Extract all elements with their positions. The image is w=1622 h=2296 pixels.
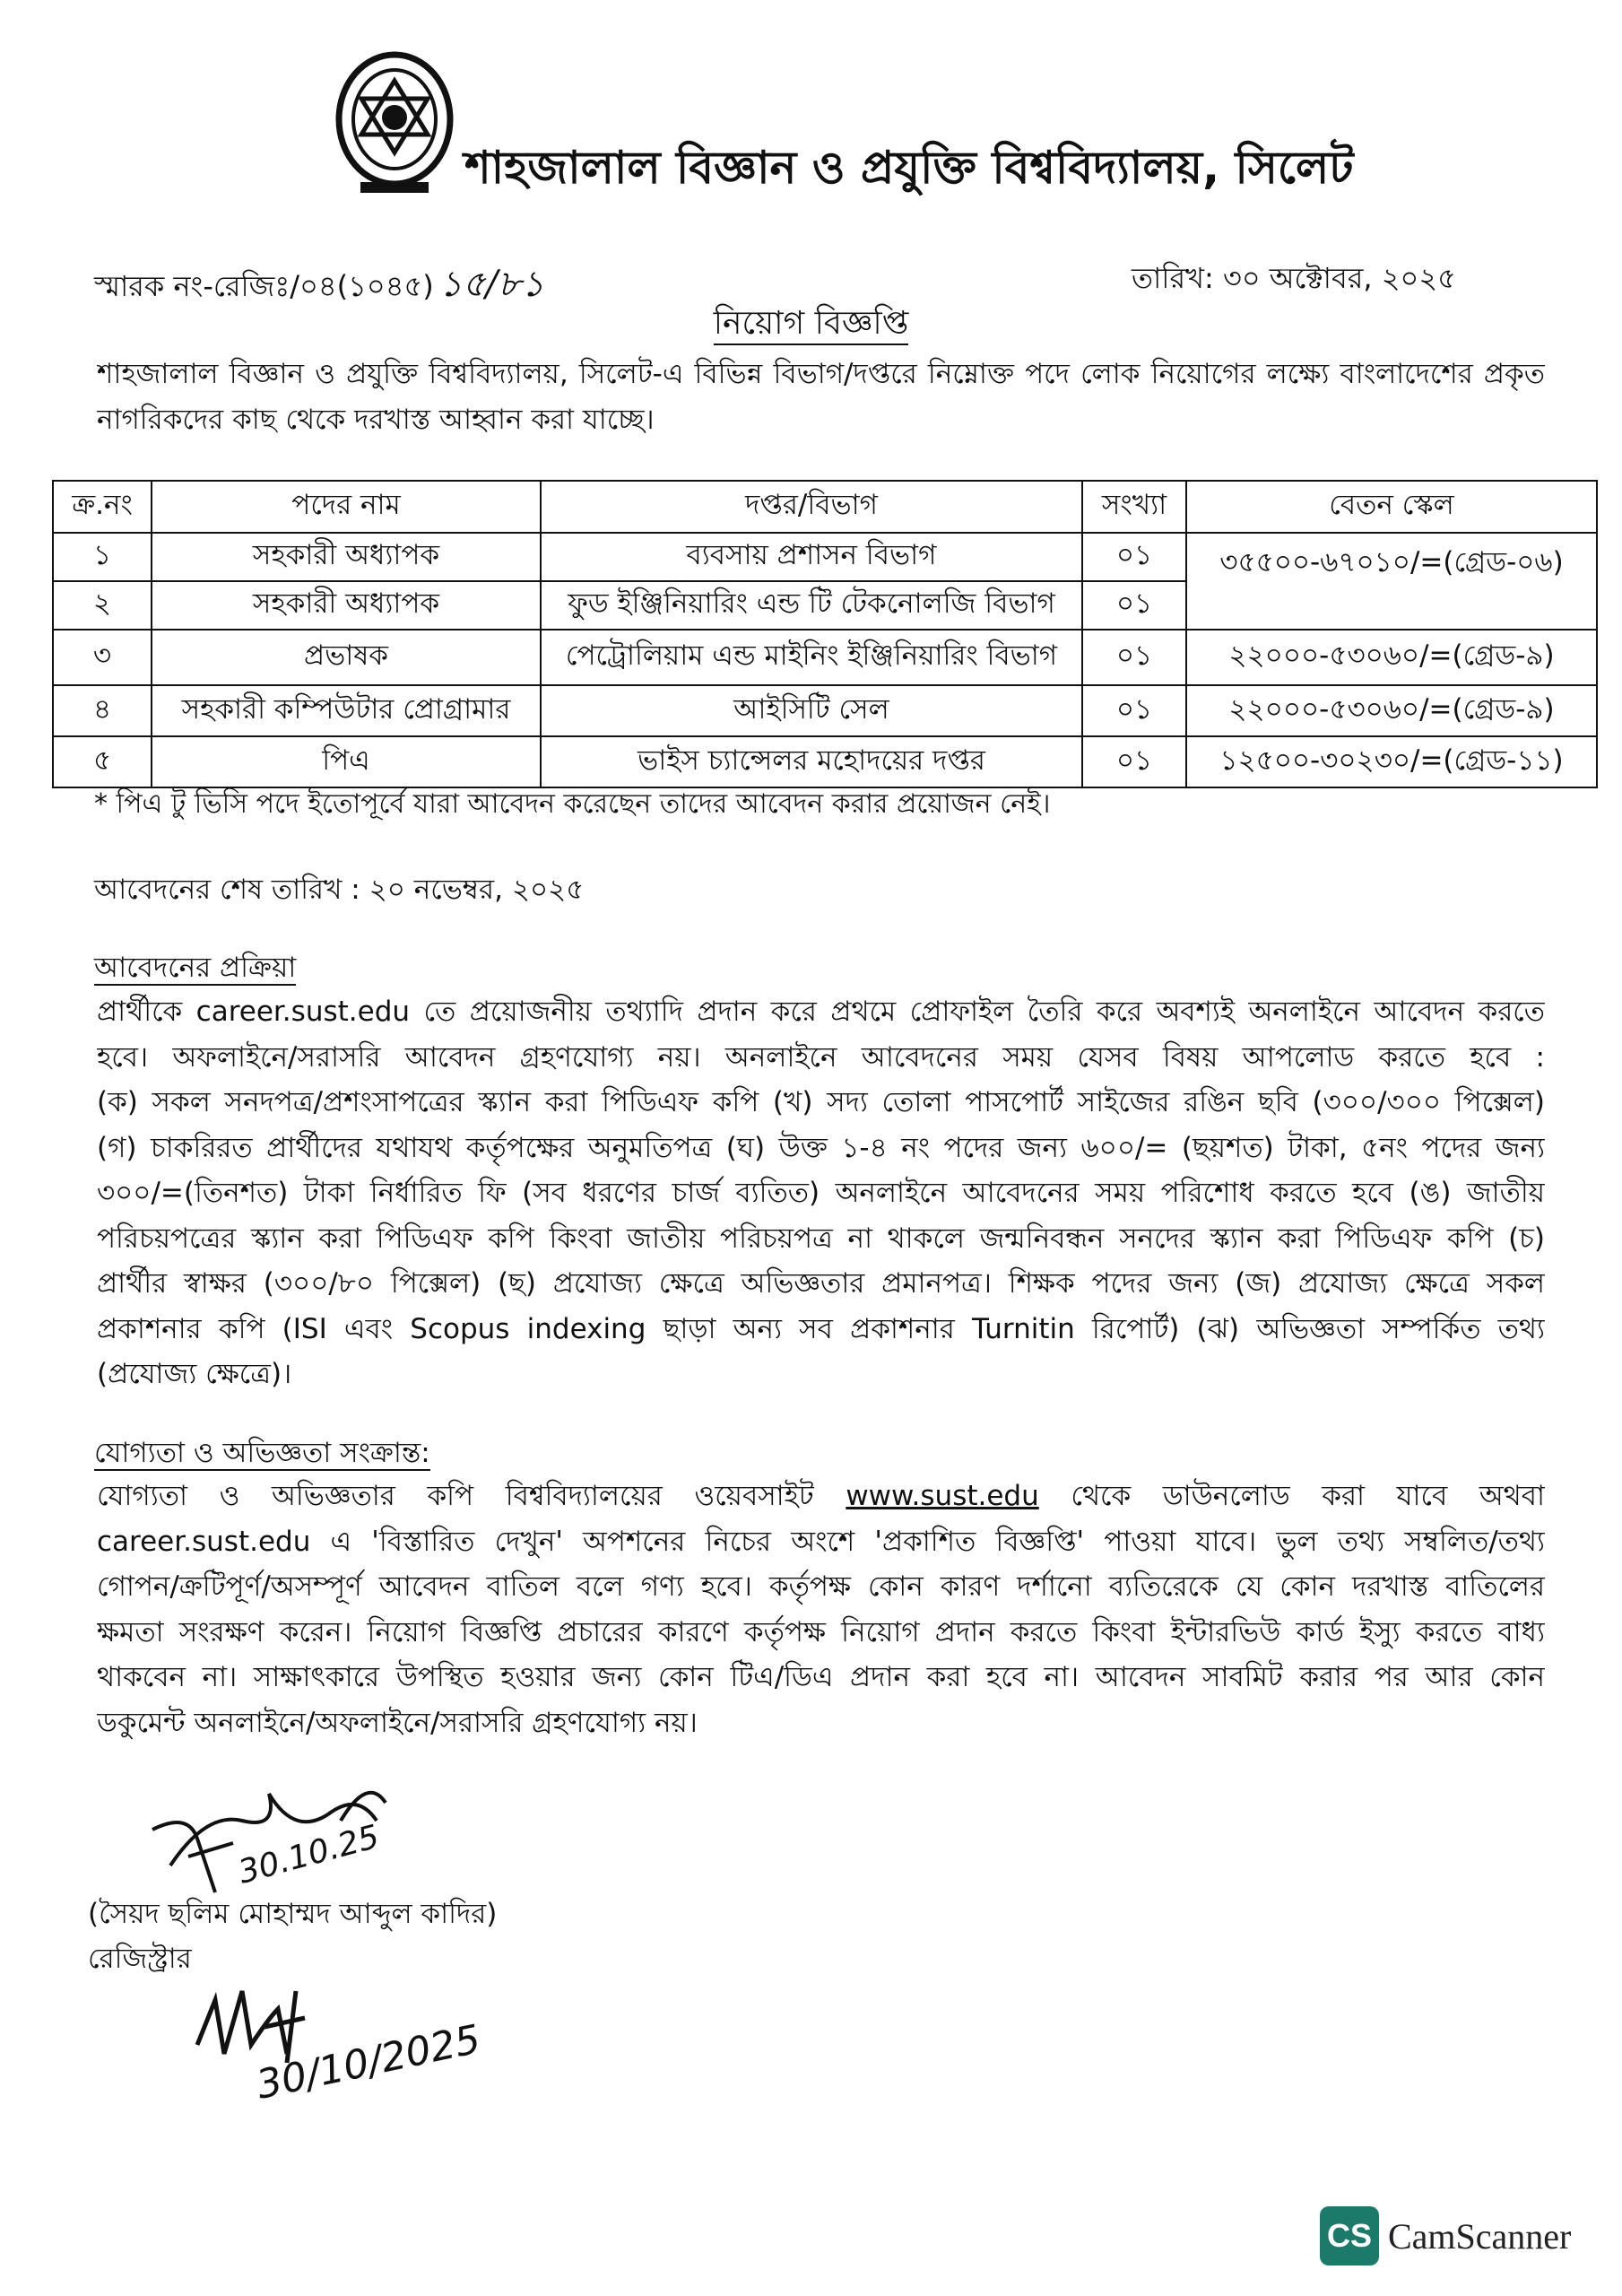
intro-line: নাগরিকদের কাছ থেকে দরখাস্ত আহ্বান করা যাচ্ছে। — [97, 403, 655, 436]
registrar-designation: রেজিস্ট্রার — [88, 1943, 192, 1975]
cell-scale: ১২৫০০-৩০২৩০/=(গ্রেড-১১) — [1186, 736, 1597, 787]
cell-count: ০১ — [1082, 533, 1186, 581]
issue-date: তারিখ: ৩০ অক্টোবর, ২০২৫ — [1132, 261, 1456, 295]
svg-text:30.10.25: 30.10.25 — [234, 1818, 384, 1892]
table-row — [53, 630, 1597, 685]
intro-line: শাহজালাল বিজ্ঞান ও প্রযুক্তি বিশ্ববিদ্যালয়, সিলেট-এ বিভিন্ন বিভাগ/দপ্তরে নিম্নোক্ত পদে লোক নিয়োগের লক্ষ্যে বাংলাদেশের প্রকৃত — [97, 358, 1545, 390]
camscanner-label: CamScanner — [1388, 2215, 1572, 2257]
notice-title-text: নিয়োগ বিজ্ঞপ্তি — [714, 305, 909, 345]
procedure-line: (ক) সকল সনদপত্র/প্রশংসাপত্রের স্ক্যান করা পিডিএফ কপি (খ) সদ্য তোলা পাসপোর্ট সাইজের রঙিন ছবি (৩০০/৩০০ পিক্সেল) — [97, 1086, 1545, 1118]
cell-post: সহকারী অধ্যাপক — [152, 581, 541, 630]
cell-count: ০১ — [1082, 685, 1186, 736]
memo-text: স্মারক নং-রেজিঃ/০৪(১০৪৫) — [94, 269, 434, 303]
cell-dept: ভাইস চ্যান্সেলর মহোদয়ের দপ্তর — [541, 736, 1082, 787]
qualification-line: থাকবেন না। সাক্ষাৎকারে উপস্থিত হওয়ার জন্য কোন টিএ/ডিএ প্রদান করা হবে না। আবেদন সাবমিট করার পর আর কোন — [97, 1661, 1545, 1693]
cell-scale: ২২০০০-৫৩০৬০/=(গ্রেড-৯) — [1186, 630, 1597, 685]
cell-post: প্রভাষক — [152, 630, 541, 685]
procedure-heading-text: আবেদনের প্রক্রিয়া — [94, 952, 297, 984]
procedure-line: (প্রযোজ্য ক্ষেত্রে)। — [97, 1358, 292, 1390]
website-link[interactable]: www.sust.edu — [846, 1480, 1039, 1512]
cell-post: সহকারী কম্পিউটার প্রোগ্রামার — [152, 685, 541, 736]
cell-post: সহকারী অধ্যাপক — [152, 533, 541, 581]
col-header-dept: দপ্তর/বিভাগ — [541, 481, 1082, 533]
cell-count: ০১ — [1082, 630, 1186, 685]
cell-scale: ৩৫৫০০-৬৭০১০/=(গ্রেড-০৬) — [1186, 533, 1597, 630]
procedure-line: পরিচয়পত্রের স্ক্যান করা পিডিএফ কপি কিংবা জাতীয় পরিচয়পত্র না থাকলে জন্মনিবন্ধন সনদের স্ক্যান করা পিডিএফ কপি (চ) — [97, 1222, 1545, 1255]
university-logo — [334, 49, 455, 197]
notice-title — [0, 299, 1622, 352]
table-row — [53, 685, 1597, 736]
camscanner-watermark — [1320, 2205, 1571, 2267]
cell-dept: ফুড ইঞ্জিনিয়ারিং এন্ড টি টেকনোলজি বিভাগ — [541, 581, 1082, 630]
cell-sl: ৪ — [53, 685, 152, 736]
procedure-line: (গ) চাকরিরত প্রার্থীদের যথাযথ কর্তৃপক্ষের অনুমতিপত্র (ঘ) উক্ত ১-৪ নং পদের জন্য ৬০০/= (ছয়শত) টাকা, ৫নং পদের জন্য — [97, 1131, 1545, 1164]
table-row — [53, 533, 1597, 581]
procedure-line: প্রকাশনার কপি (ISI এবং Scopus indexing ছাড়া অন্য সব প্রকাশনার Turnitin রিপোর্ট) (ঝ) অভিজ্ঞতা সম্পর্কিত তথ্য — [97, 1312, 1545, 1345]
intro-paragraph — [97, 352, 1545, 442]
initial-signature — [179, 1964, 520, 2117]
registrar-name: (সৈয়দ ছলিম মোহাম্মদ আব্দুল কাদির) — [88, 1898, 498, 1930]
vacancy-table — [52, 480, 1598, 788]
procedure-line: হবে। অফলাইনে/সরাসরি আবেদন গ্রহণযোগ্য নয়। অনলাইনে আবেদনের সময় যেসব বিষয় আপলোড করতে হবে : — [97, 1040, 1545, 1074]
qualification-text: যোগ্যতা ও অভিজ্ঞতার কপি বিশ্ববিদ্যালয়ের ওয়েবসাইট — [97, 1480, 814, 1512]
memo-handwritten: ১৫/৮১ — [438, 264, 545, 305]
table-header-row — [53, 481, 1597, 533]
qualification-paragraph — [97, 1474, 1545, 1745]
cell-count: ০১ — [1082, 736, 1186, 787]
application-deadline: আবেদনের শেষ তারিখ : ২০ নভেম্বর, ২০২৫ — [94, 874, 585, 906]
qualification-heading-text: যোগ্যতা ও অভিজ্ঞতা সংক্রান্ত: — [94, 1437, 430, 1469]
procedure-heading — [94, 946, 296, 993]
table-footnote: * পিএ টু ভিসি পদে ইতোপূর্বে যারা আবেদন করেছেন তাদের আবেদন করার প্রয়োজন নেই। — [94, 788, 1051, 820]
cell-scale: ২২০০০-৫৩০৬০/=(গ্রেড-৯) — [1186, 685, 1597, 736]
qualification-line: গোপন/ক্রটিপূর্ণ/অসম্পূর্ণ আবেদন বাতিল বলে গণ্য হবে। কর্তৃপক্ষ কোন কারণ দর্শানো ব্যতিরেকে যে কোন দরখাস্ত বাতিলের — [97, 1570, 1545, 1603]
table-row — [53, 736, 1597, 787]
cell-dept: ব্যবসায় প্রশাসন বিভাগ — [541, 533, 1082, 581]
cell-sl: ২ — [53, 581, 152, 630]
cell-sl: ১ — [53, 533, 152, 581]
col-header-count: সংখ্যা — [1082, 481, 1186, 533]
qualification-line: ডকুমেন্ট অনলাইনে/অফলাইনে/সরাসরি গ্রহণযোগ্য নয়। — [97, 1706, 698, 1739]
qualification-line — [97, 1474, 1545, 1519]
col-header-post: পদের নাম — [152, 481, 541, 533]
col-header-sl: ক্র.নং — [53, 481, 152, 533]
procedure-paragraph — [97, 989, 1545, 1397]
procedure-line: প্রার্থীকে career.sust.edu তে প্রয়োজনীয় তথ্যাদি প্রদান করে প্রথমে প্রোফাইল তৈরি করে অবশ্যই অনলাইনে আবেদন করতে — [97, 996, 1545, 1028]
cell-count: ০১ — [1082, 581, 1186, 630]
cell-post: পিএ — [152, 736, 541, 787]
qualification-heading — [94, 1431, 430, 1478]
col-header-scale: বেতন স্কেল — [1186, 481, 1597, 533]
university-name: শাহজালাল বিজ্ঞান ও প্রযুক্তি বিশ্ববিদ্যালয়, সিলেট — [464, 142, 1354, 194]
qualification-text: থেকে ডাউনলোড করা যাবে অথবা — [1071, 1480, 1545, 1512]
cell-sl: ৩ — [53, 630, 152, 685]
svg-text:30/10/2025: 30/10/2025 — [252, 2016, 485, 2109]
procedure-line: ৩০০/=(তিনশত) টাকা নির্ধারিত ফি (সব ধরণের চার্জ ব্যতিত) অনলাইনে আবেদনের সময় পরিশোধ করতে হবে (ঙ) জাতীয় — [97, 1177, 1545, 1209]
qualification-line: career.sust.edu এ 'বিস্তারিত দেখুন' অপশনের নিচের অংশে 'প্রকাশিত বিজ্ঞপ্তি' পাওয়া যাবে। ভুল তথ্য সম্বলিত/তথ্য — [97, 1525, 1545, 1558]
cell-dept: আইসিটি সেল — [541, 685, 1082, 736]
qualification-line: ক্ষমতা সংরক্ষণ করেন। নিয়োগ বিজ্ঞপ্তি প্রচারের কারণে কর্তৃপক্ষ নিয়োগ প্রদান করতে কিংবা ইন্টারভিউ কার্ড ইস্যু করতে বাধ্য — [97, 1615, 1545, 1648]
cell-sl: ৫ — [53, 736, 152, 787]
procedure-line: প্রার্থীর স্বাক্ষর (৩০০/৮০ পিক্সেল) (ছ) প্রযোজ্য ক্ষেত্রে অভিজ্ঞতার প্রমানপত্র। শিক্ষক পদের জন্য (জ) প্রযোজ্য ক্ষেত্রে সকল — [97, 1267, 1545, 1300]
camscanner-logo-icon: CS — [1320, 2206, 1379, 2266]
cell-dept: পেট্রোলিয়াম এন্ড মাইনিং ইঞ্জিনিয়ারিং বিভাগ — [541, 630, 1082, 685]
